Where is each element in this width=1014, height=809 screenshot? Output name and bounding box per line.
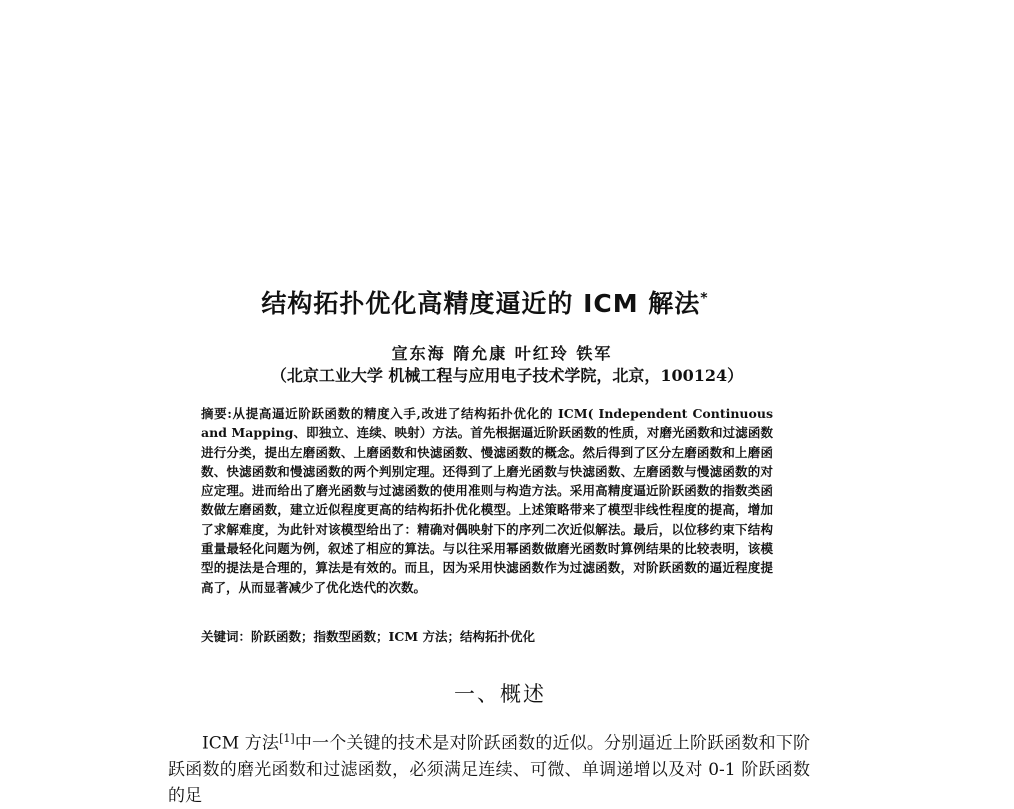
paper-title-text: 结构拓扑优化高精度逼近的 ICM 解法 bbox=[261, 289, 701, 318]
title-footnote-mark: * bbox=[700, 290, 709, 307]
citation-reference: [1] bbox=[279, 732, 295, 745]
abstract bbox=[201, 404, 773, 597]
keywords bbox=[201, 627, 773, 645]
keywords-text: 阶跃函数；指数型函数；ICM 方法；结构拓扑优化 bbox=[251, 629, 536, 644]
body-text-start: ICM 方法 bbox=[202, 733, 280, 754]
abstract-label: 摘要: bbox=[201, 406, 232, 421]
affiliation: （北京工业大学 机械工程与应用电子技术学院，北京，100124） bbox=[270, 366, 744, 385]
paper-title bbox=[0, 284, 970, 320]
author-list: 宣东海 隋允康 叶红玲 铁军 bbox=[391, 344, 613, 363]
abstract-text: 从提高逼近阶跃函数的精度入手,改进了结构拓扑优化的 ICM( Independent Continuous and Mapping、即独立、连续、映射）方法。首先根据逼近阶跃函数的性质，对磨光函数和过滤函数进行分类，提出左磨函数、上磨函数和快滤函数、慢滤函数的概念。然后得到了区分左磨函数和上磨函数、快滤函数和慢滤函数的两个判别定理。还得到了上磨光函数与快滤函数、左磨函数与慢滤函数的对应定理。进而给出了磨光函数与过滤函数的使用准则与构造方法。采用高精度逼近阶跃函数的指数类函数做左磨函数，建立近似程度更高的结构拓扑优化模型。上述策略带来了模型非线性程度的提高，增加了求解难度，为此针对该模型给出了：精确对偶映射下的序列二次近似解法。最后，以位移约束下结构重量最轻化问题为例，叙述了相应的算法。与以往采用幂函数做磨光函数时算例结果的比较表明，该模型的提法是合理的，算法是有效的。而且，因为采用快滤函数作为过滤函数，对阶跃函数的逼近程度提高了，从而显著减少了优化迭代的次数。 bbox=[201, 406, 773, 595]
section-heading: 一、概述 bbox=[454, 682, 546, 706]
body-text-rest: 中一个关键的技术是对阶跃函数的近似。分别逼近上阶跃函数和下阶跃函数的磨光函数和过滤函数，必须满足连续、可微、单调递增以及对 0-1 阶跃函数的足 bbox=[168, 733, 810, 806]
body-paragraph bbox=[168, 726, 810, 809]
keywords-label: 关键词： bbox=[201, 629, 252, 644]
